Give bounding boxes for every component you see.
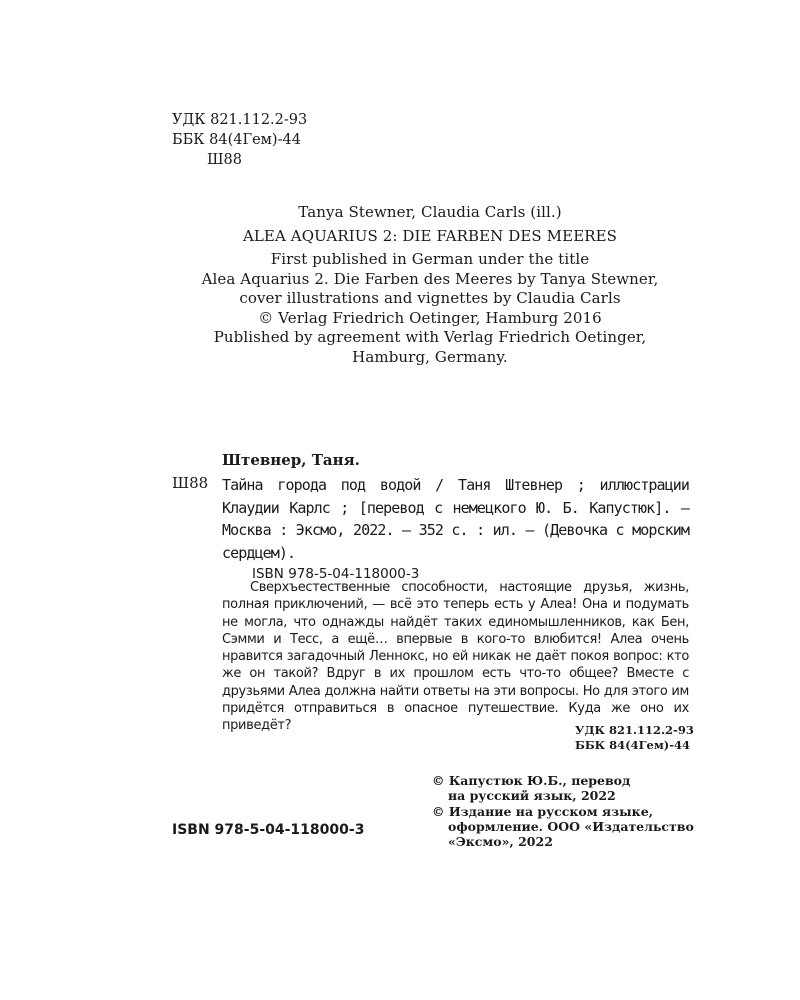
rights-line: Alea Aquarius 2. Die Farben des Meeres by Tanya Stewner,: [201, 269, 659, 288]
rights-line: © Verlag Friedrich Oetinger, Hamburg 2016: [258, 308, 602, 327]
copyright-line: «Эксмо», 2022: [448, 834, 553, 850]
annotation: [222, 579, 689, 735]
annotation-text: Сверхъестественные способности, настоящие друзья, жизнь, полная приключений, — всё это теперь есть у Алеа! Она и подумать не могла, что однажды найдёт таких единомышленников, как Бен, Сэмми и Тесс, а ещё… впервые в кого-то влюбится! Алеа очень нравится загадочный Леннокс, но ей никак не даёт покоя вопрос: кто же он такой? Вдруг в их прошлом есть что-то общее? Вместе с друзьями Алеа должна найти ответы на эти вопросы. Но для этого им придётся отправиться в опасное путешествие. Куда же оно их приведёт?: [222, 580, 689, 734]
copyright-line: на русский язык, 2022: [448, 788, 616, 804]
rights-line: cover illustrations and vignettes by Claudia Carls: [239, 289, 621, 307]
catalog-author-heading: Штевнер, Таня.: [222, 451, 360, 469]
author-sign: Ш88: [207, 152, 242, 168]
rights-original-title: ALEA AQUARIUS 2: DIE FARBEN DES MEERES: [242, 226, 618, 245]
rights-line: Published by agreement with Verlag Friedrich Oetinger,: [213, 328, 647, 346]
rights-line: First published in German under the title: [270, 250, 590, 268]
catalog-isbn: ISBN 978-5-04-118000-3: [252, 566, 420, 582]
udk-code: УДК 821.112.2-93: [172, 112, 308, 128]
annotation-codes: [575, 723, 694, 753]
rights-line: Hamburg, Germany.: [352, 347, 508, 366]
catalog-description: Тайна города под водой / Таня Штевнер ; иллюстрации Клаудии Карлс ; [перевод с немецкого Ю. Б. Капустюк]. — Москва : Эксмо, 2022. — 352 с. : ил. — (Девочка с морским сердцем).: [222, 476, 689, 562]
copyright-line: оформление. ООО «Издательство: [448, 818, 694, 834]
annotation-udk: УДК 821.112.2-93: [575, 723, 694, 737]
isbn-bottom: ISBN 978-5-04-118000-3: [172, 822, 365, 838]
rights-block: [160, 203, 700, 367]
copyright-line: © Издание на русском языке,: [432, 803, 654, 819]
copyright-block: [432, 773, 694, 849]
catalog-author-sign: Ш88: [172, 474, 209, 492]
bbk-code: ББК 84(4Гем)-44: [172, 132, 301, 148]
annotation-bbk: ББК 84(4Гем)-44: [575, 738, 691, 752]
copyright-line: © Капустюк Ю.Б., перевод: [432, 773, 631, 788]
rights-authors: Tanya Stewner, Claudia Carls (ill.): [298, 203, 562, 221]
